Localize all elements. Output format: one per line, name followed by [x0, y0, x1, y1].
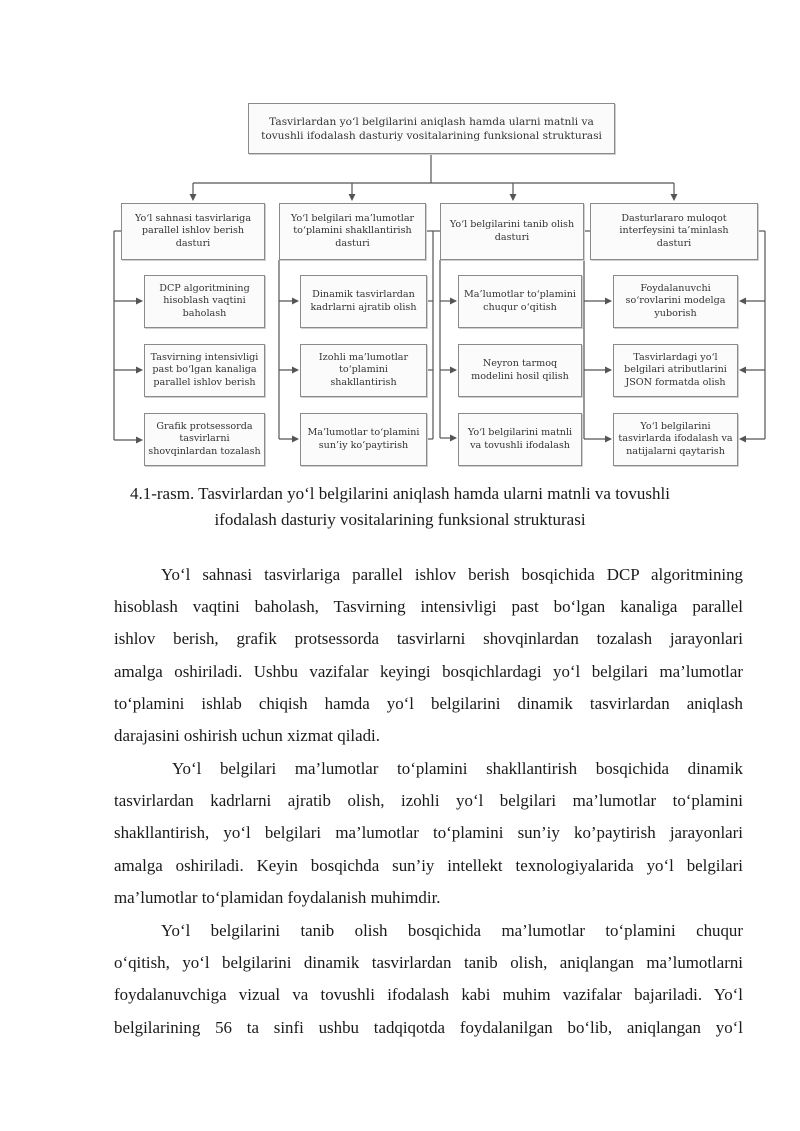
column-1-item: DCP algoritmining hisoblash vaqtini baholash — [144, 275, 265, 328]
caption-line: ifodalash dasturiy vositalarining funksional strukturasi — [214, 510, 586, 529]
column-2-item: Dinamik tasvirlardan kadrlarni ajratib olish — [300, 275, 427, 328]
paragraph-line: darajasini oshirish uchun xizmat qiladi. — [114, 725, 380, 745]
column-2-item: Izohli ma’lumotlar to‘plamini shakllantirish — [300, 344, 427, 397]
paragraph — [114, 753, 743, 914]
column-3-item: Neyron tarmoq modelini hosil qilish — [458, 344, 582, 397]
paragraph-line: belgilarining 56 ta sinfi ushbu tadqiqotda foydalanilgan bo‘lib, aniqlangan yo‘l — [114, 1017, 743, 1037]
paragraph-line: Yo‘l belgilarini tanib olish bosqichida ma’lumotlar to‘plamini chuqur — [161, 921, 743, 940]
column-3-item: Ma’lumotlar to‘plamini chuqur o‘qitish — [458, 275, 582, 328]
paragraph-line: tasvirlardan kadrlarni ajratib olish, izohli yo‘l belgilari ma’lumotlar to‘plamini — [114, 791, 743, 811]
column-3-item: Yo‘l belgilarini matnli va tovushli ifodalash — [458, 413, 582, 466]
paragraph-line: o‘qitish, yo‘l belgilarini dinamik tasvirlardan tanib olish, aniqlangan ma’lumotlarni — [114, 953, 743, 973]
paragraph — [114, 915, 743, 1044]
column-1-item: Tasvirning intensivligi past bo‘lgan kanaliga parallel ishlov berish — [144, 344, 265, 397]
column-1-item: Grafik protsessorda tasvirlarni shovqinlardan tozalash — [144, 413, 265, 466]
paragraph-line: amalga oshiriladi. Ushbu vazifalar keyingi bosqichlardagi yo‘l belgilari ma’lumotlar — [114, 661, 743, 681]
paragraph-line: ma’lumotlar to‘plamidan foydalanish muhimdir. — [114, 887, 441, 907]
paragraph-line: to‘plamini ishlab chiqish hamda yo‘l belgilarini dinamik tasvirlardan aniqlash — [114, 693, 743, 713]
column-4-header: Dasturlararo muloqot interfeysini ta’minlash dasturi — [590, 203, 758, 260]
column-4-item: Tasvirlardagi yo‘l belgilari atributlarini JSON formatda olish — [613, 344, 738, 397]
paragraph-line: Yo‘l belgilari ma’lumotlar to‘plamini shakllantirish bosqichida dinamik — [172, 759, 743, 778]
paragraph-line: Yo‘l sahnasi tasvirlariga parallel ishlov berish bosqichida DCP algoritmining — [161, 565, 743, 584]
column-2-header: Yo‘l belgilari ma’lumotlar to‘plamini shakllantirish dasturi — [279, 203, 426, 260]
column-1-header: Yo‘l sahnasi tasvirlariga parallel ishlov berish dasturi — [121, 203, 265, 260]
paragraph — [114, 559, 743, 752]
diagram-top-box: Tasvirlardan yo‘l belgilarini aniqlash hamda ularni matnli va tovushli ifodalash dasturiy vositalarining funksional strukturasi — [248, 103, 615, 154]
paragraph-line: ishlov berish, grafik protsessorda tasvirlarni shovqinlardan tozalash jarayonlari — [114, 629, 743, 649]
paragraph-line: amalga oshiriladi. Keyin bosqichda sun’iy intellekt texnologiyalarida yo‘l belgilari — [114, 855, 743, 875]
figure-caption — [115, 481, 685, 533]
paragraph-line: foydalanuvchiga vizual va tovushli ifodalash kabi muhim vazifalar bajariladi. Yo‘l — [114, 985, 743, 1005]
paragraph-line: shakllantirish, yo‘l belgilari ma’lumotlar to‘plamini sun’iy ko’paytirish jarayonlari — [114, 823, 743, 843]
column-3-header: Yo‘l belgilarini tanib olish dasturi — [440, 203, 584, 260]
column-4-item: Foydalanuvchi so‘rovlarini modelga yuborish — [613, 275, 738, 328]
caption-line: 4.1-rasm. Tasvirlardan yo‘l belgilarini aniqlash hamda ularni matnli va tovushli — [129, 484, 670, 503]
paragraph-line: hisoblash vaqtini baholash, Tasvirning intensivligi past bo‘lgan kanaliga parallel — [114, 597, 743, 617]
column-2-item: Ma’lumotlar to‘plamini sun’iy ko’paytirish — [300, 413, 427, 466]
column-4-item: Yo‘l belgilarini tasvirlarda ifodalash va natijalarni qaytarish — [613, 413, 738, 466]
